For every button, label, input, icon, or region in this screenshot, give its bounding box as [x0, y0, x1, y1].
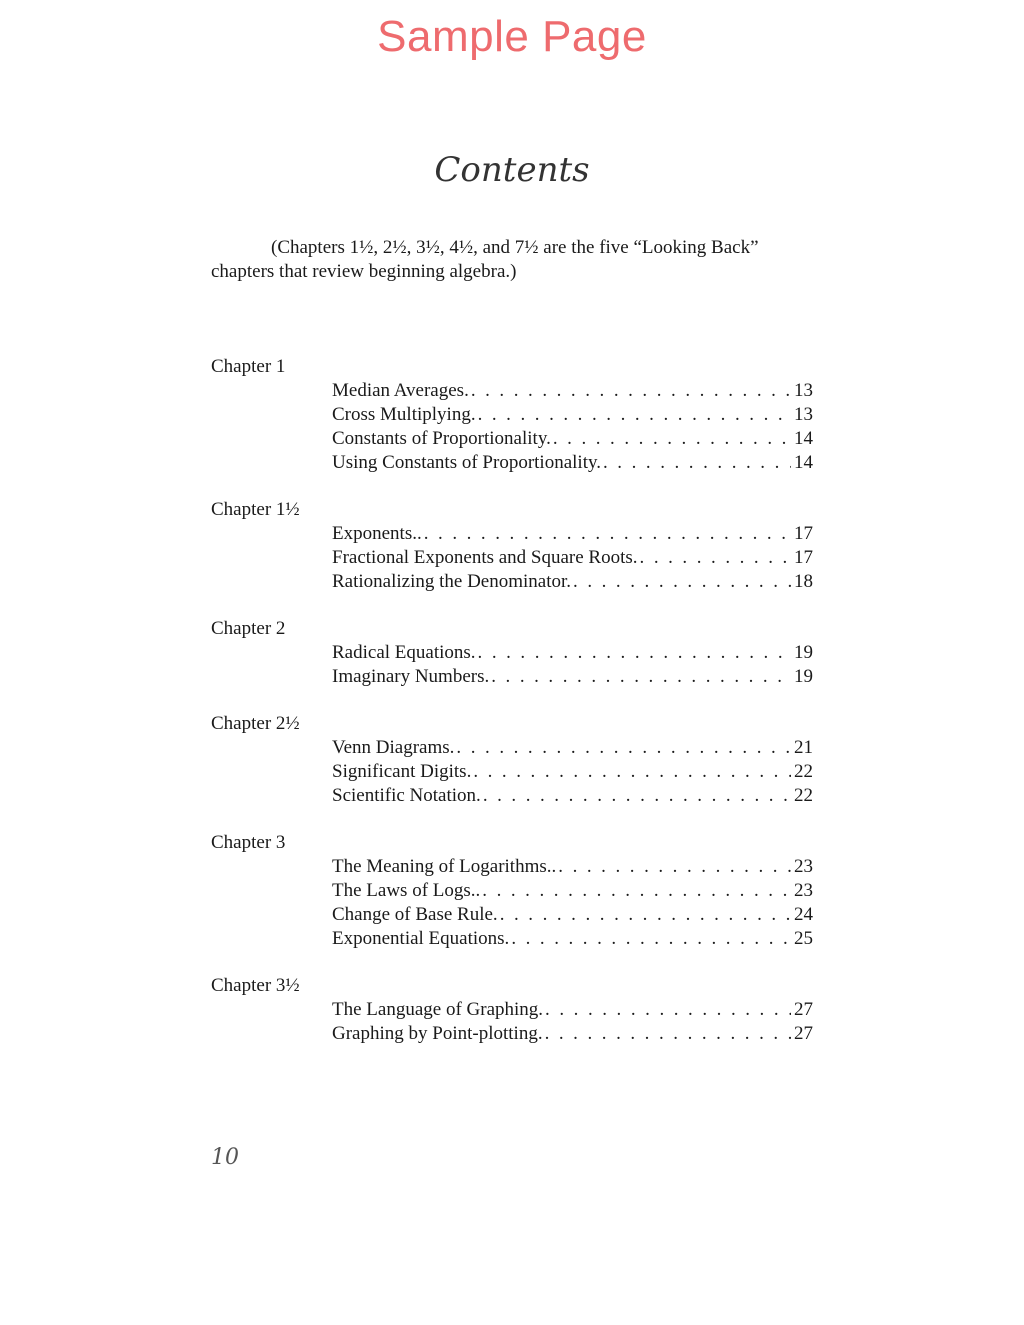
dot-leader: [491, 665, 791, 689]
toc-entry: [332, 379, 813, 403]
chapter-label: Chapter 3½: [211, 975, 300, 996]
toc-entry: [332, 641, 813, 665]
toc-entry-title: The Laws of Logs..: [332, 880, 481, 901]
dot-leader: [553, 427, 791, 451]
toc-entry: [332, 403, 813, 427]
toc-entry-title: Median Averages.: [332, 380, 469, 401]
toc-entry: [332, 784, 813, 808]
chapter-label: Chapter 3: [211, 832, 286, 853]
toc-entry-title: Fractional Exponents and Square Roots.: [332, 547, 638, 568]
toc-entry-title: Using Constants of Proportionality.: [332, 452, 601, 473]
toc-entry-page: 19: [794, 642, 813, 663]
chapter-entries: [332, 522, 813, 594]
dot-leader: [573, 570, 791, 594]
toc-entry: [332, 546, 813, 570]
dot-leader: [545, 998, 791, 1022]
chapter-label: Chapter 1½: [211, 499, 300, 520]
dot-leader: [456, 736, 791, 760]
toc-entry-title: Rationalizing the Denominator.: [332, 571, 572, 592]
toc-entry-title: The Meaning of Logarithms..: [332, 856, 557, 877]
toc-entry-page: 14: [794, 452, 813, 473]
chapter-entries: [332, 641, 813, 689]
chapter-entries: [332, 379, 813, 475]
toc-entry-title: Radical Equations.: [332, 642, 476, 663]
chapter-entries: [332, 998, 813, 1046]
toc-entry-page: 23: [794, 856, 813, 877]
toc-entry-title: The Language of Graphing.: [332, 999, 544, 1020]
intro-line-1: (Chapters 1½, 2½, 3½, 4½, and 7½ are the five “Looking Back”: [271, 237, 759, 258]
toc-entry-page: 13: [794, 404, 813, 425]
toc-entry: [332, 879, 813, 903]
toc-entry: [332, 760, 813, 784]
toc-entry-page: 24: [794, 904, 813, 925]
dot-leader: [545, 1022, 791, 1046]
toc-entry-page: 19: [794, 666, 813, 687]
toc-entry: [332, 903, 813, 927]
toc-entry-page: 23: [794, 880, 813, 901]
toc-entry-page: 13: [794, 380, 813, 401]
dot-leader: [424, 522, 791, 546]
dot-leader: [471, 379, 791, 403]
toc-entry: [332, 451, 813, 475]
toc-entry: [332, 522, 813, 546]
dot-leader: [640, 546, 791, 570]
toc-entry-title: Exponential Equations.: [332, 928, 510, 949]
dot-leader: [478, 403, 791, 427]
dot-leader: [478, 641, 791, 665]
toc-entry-page: 17: [794, 547, 813, 568]
toc-entry-title: Significant Digits.: [332, 761, 472, 782]
toc-entry: [332, 665, 813, 689]
toc-entry-page: 18: [794, 571, 813, 592]
dot-leader: [511, 927, 791, 951]
toc-entry-title: Constants of Proportionality.: [332, 428, 551, 449]
dot-leader: [500, 903, 791, 927]
chapter-section: [211, 355, 813, 475]
toc-entry-page: 22: [794, 761, 813, 782]
intro-line-2: chapters that review beginning algebra.): [211, 261, 517, 282]
dot-leader: [603, 451, 791, 475]
toc-entry-page: 17: [794, 523, 813, 544]
chapter-section: [211, 974, 813, 1046]
toc-entry-page: 25: [794, 928, 813, 949]
sample-page-watermark: Sample Page: [377, 12, 647, 61]
dot-leader: [483, 784, 791, 808]
toc-entry-page: 22: [794, 785, 813, 806]
chapter-entries: [332, 855, 813, 951]
toc-entry: [332, 427, 813, 451]
chapter-section: [211, 712, 813, 808]
toc-entry-page: 27: [794, 1023, 813, 1044]
toc-entry-title: Scientific Notation.: [332, 785, 481, 806]
contents-heading: Contents: [434, 150, 590, 190]
dot-leader: [482, 879, 791, 903]
dot-leader: [473, 760, 791, 784]
toc-entry: [332, 998, 813, 1022]
chapter-section: [211, 498, 813, 594]
chapter-label: Chapter 1: [211, 356, 286, 377]
chapter-label: Chapter 2: [211, 618, 286, 639]
toc-entry-title: Venn Diagrams.: [332, 737, 455, 758]
page-number: 10: [211, 1145, 239, 1170]
dot-leader: [558, 855, 791, 879]
toc-entry-title: Graphing by Point-plotting.: [332, 1023, 543, 1044]
toc-entry-title: Cross Multiplying.: [332, 404, 476, 425]
toc-entry-page: 27: [794, 999, 813, 1020]
table-of-contents: [211, 355, 813, 1069]
chapter-section: [211, 831, 813, 951]
chapter-section: [211, 617, 813, 689]
toc-entry-page: 21: [794, 737, 813, 758]
toc-entry: [332, 1022, 813, 1046]
toc-entry: [332, 570, 813, 594]
chapter-label: Chapter 2½: [211, 713, 300, 734]
toc-entry: [332, 736, 813, 760]
toc-entry-page: 14: [794, 428, 813, 449]
toc-entry-title: Change of Base Rule.: [332, 904, 498, 925]
toc-entry: [332, 855, 813, 879]
chapter-entries: [332, 736, 813, 808]
toc-entry-title: Imaginary Numbers.: [332, 666, 490, 687]
intro-note: [211, 236, 811, 284]
toc-entry-title: Exponents..: [332, 523, 422, 544]
toc-entry: [332, 927, 813, 951]
